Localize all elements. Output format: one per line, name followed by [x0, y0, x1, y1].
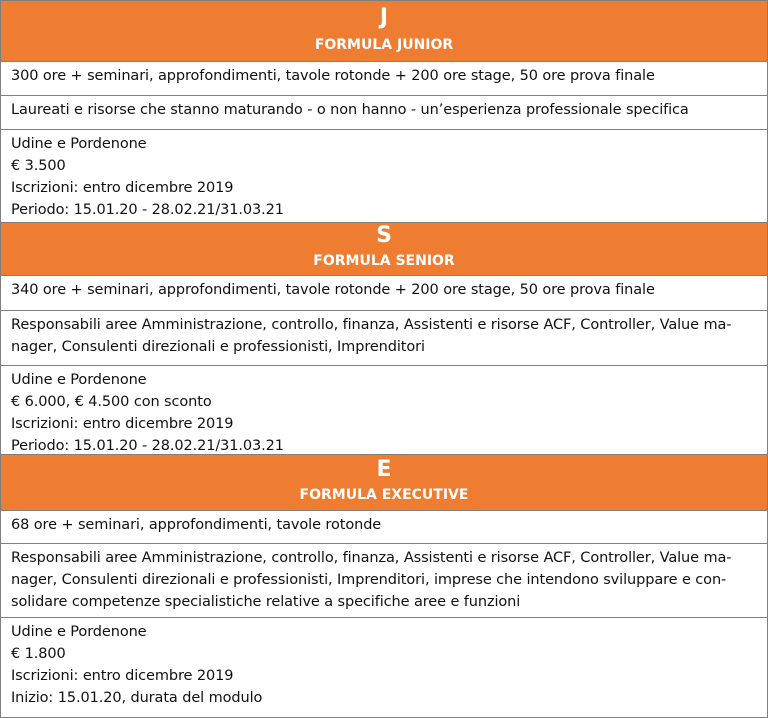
section-letter: E: [376, 457, 392, 482]
price-text: € 1.800: [11, 646, 66, 662]
target-line: Responsabili aree Amministrazione, controllo, finanza, Assistenti e risorse ACF, Controller, Value ma-: [11, 550, 732, 566]
target-row: [1, 311, 767, 366]
hours-row: [1, 62, 767, 96]
target-line: solidare competenze specialistiche relative a specifiche aree e funzioni: [11, 594, 521, 610]
location-text: Udine e Pordenone: [11, 624, 147, 640]
target-line: Laureati e risorse che stanno maturando - o non hanno - un’esperienza professionale specifica: [11, 102, 689, 118]
hours-text: 300 ore + seminari, approfondimenti, tavole rotonde + 200 ore stage, 50 ore prova finale: [11, 68, 655, 84]
location-text: Udine e Pordenone: [11, 136, 147, 152]
section-header-senior: [1, 223, 767, 276]
target-row: [1, 96, 767, 130]
section-header-junior: [1, 1, 767, 62]
location-text: Udine e Pordenone: [11, 372, 147, 388]
hours-text: 68 ore + seminari, approfondimenti, tavole rotonde: [11, 517, 382, 533]
hours-row: [1, 511, 767, 544]
target-line: nager, Consulenti direzionali e professionisti, Imprenditori, imprese che intendono sviluppare e con-: [11, 572, 727, 588]
section-letter: J: [379, 5, 389, 30]
price-text: € 6.000, € 4.500 con sconto: [11, 394, 212, 410]
target-line: Responsabili aree Amministrazione, controllo, finanza, Assistenti e risorse ACF, Controller, Value ma-: [11, 317, 732, 333]
target-line: nager, Consulenti direzionali e professionisti, Imprenditori: [11, 339, 425, 355]
section-letter: S: [376, 223, 392, 248]
target-row: [1, 544, 767, 618]
price-text: € 3.500: [11, 158, 66, 174]
details-row: [1, 618, 767, 717]
details-row: [1, 366, 767, 455]
enrollment-text: Iscrizioni: entro dicembre 2019: [11, 416, 234, 432]
hours-row: [1, 276, 767, 311]
section-title: FORMULA SENIOR: [313, 253, 455, 269]
enrollment-text: Iscrizioni: entro dicembre 2019: [11, 668, 234, 684]
section-title: FORMULA EXECUTIVE: [299, 487, 469, 503]
period-text: Periodo: 15.01.20 - 28.02.21/31.03.21: [11, 438, 284, 454]
period-text: Periodo: 15.01.20 - 28.02.21/31.03.21: [11, 202, 284, 218]
hours-text: 340 ore + seminari, approfondimenti, tavole rotonde + 200 ore stage, 50 ore prova finale: [11, 282, 655, 298]
start-text: Inizio: 15.01.20, durata del modulo: [11, 690, 263, 706]
enrollment-text: Iscrizioni: entro dicembre 2019: [11, 180, 234, 196]
details-row: [1, 130, 767, 223]
section-title: FORMULA JUNIOR: [314, 37, 454, 53]
section-header-executive: [1, 455, 767, 511]
